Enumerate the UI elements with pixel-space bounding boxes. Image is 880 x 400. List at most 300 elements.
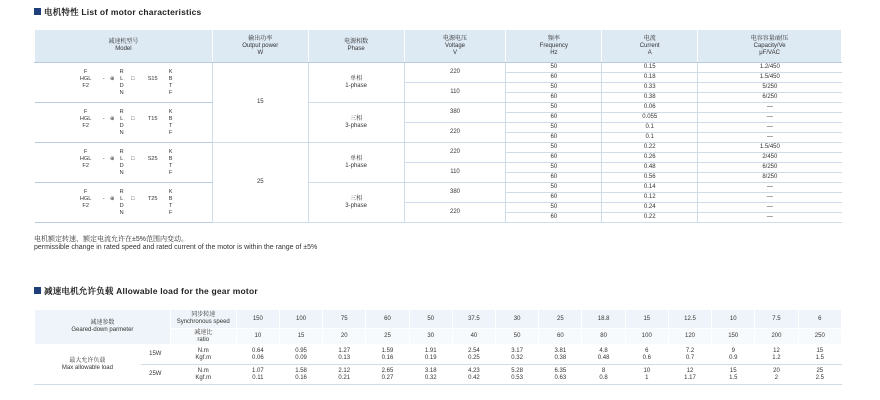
ratio-cell: 50 (496, 329, 539, 345)
model-part (72, 130, 100, 137)
ratio-cell: 60 (539, 329, 582, 345)
load-value-cell (279, 365, 322, 385)
allowable-load-table (34, 309, 842, 385)
sync-label (170, 310, 236, 329)
model-part: - (102, 75, 105, 82)
model-part (100, 163, 108, 170)
capacity-cell: — (698, 103, 842, 113)
column-header (698, 30, 842, 63)
model-part (108, 170, 117, 177)
speed-cell: 6 (798, 310, 841, 329)
model-part (72, 90, 100, 97)
model-part: R (119, 188, 124, 195)
load-kgfm: 0.16 (295, 374, 307, 381)
load-value-cell (582, 365, 625, 385)
max-cn: 最大允许负载 (69, 357, 106, 364)
load-kgfm: 0.6 (642, 354, 651, 361)
column-header (506, 30, 602, 63)
model-part: N (119, 89, 124, 96)
model-part (127, 189, 139, 196)
current-cell: 0.14 (602, 183, 698, 193)
frequency-cell: 60 (506, 173, 602, 183)
header-cn: 电源电压 (442, 35, 467, 42)
capacity-cell: — (698, 113, 842, 123)
header-unit: A (647, 49, 652, 56)
frequency-cell: 50 (506, 203, 602, 213)
capacity-cell: 2/450 (698, 153, 842, 163)
load-kgfm: 0.19 (424, 354, 437, 361)
load-kgfm: 0.32 (511, 354, 523, 361)
load-nm: 15 (816, 348, 824, 354)
model-part (139, 203, 167, 210)
model-part (100, 149, 108, 156)
load-value-cell (409, 365, 452, 385)
model-part: T25 (147, 195, 158, 202)
model-part (100, 203, 108, 210)
model-part: F (83, 68, 88, 75)
load-kgfm: 0.09 (295, 354, 307, 361)
load-value-cell (798, 345, 841, 365)
model-part: □ (130, 195, 135, 202)
voltage-cell: 220 (404, 63, 506, 83)
load-value-cell (712, 365, 755, 385)
model-part: R (119, 148, 124, 155)
load-value-cell (452, 365, 495, 385)
model-part (100, 109, 108, 116)
load-nm: 3.18 (424, 368, 437, 374)
capacity-cell: 6/250 (698, 93, 842, 103)
voltage-cell: 110 (404, 163, 506, 183)
section-title-load: 减速电机允许负载 Allowable load for the gear motor (34, 285, 258, 297)
model-part: F (168, 129, 173, 136)
load-value-cell (539, 365, 582, 385)
ratio-cell: 20 (323, 329, 366, 345)
load-kgfm: 0.25 (468, 354, 480, 361)
unit-cell (170, 365, 236, 385)
model-part (127, 149, 139, 156)
header-en: Voltage (444, 42, 466, 49)
model-part (108, 130, 117, 137)
header-en: Current (639, 42, 660, 49)
load-nm: 1.58 (295, 368, 307, 374)
model-part: L (120, 155, 124, 162)
model-part: - (102, 115, 105, 122)
load-nm: 8 (601, 368, 606, 374)
load-nm: 3.17 (511, 348, 523, 354)
load-kgfm: 0.63 (554, 374, 567, 381)
model-part: □ (130, 155, 135, 162)
load-nm: 2.65 (381, 368, 394, 374)
model-part: B (168, 115, 173, 122)
load-kgfm: 1.5 (729, 374, 738, 381)
table-row (35, 183, 842, 193)
model-part (100, 210, 108, 217)
model-cell (35, 103, 213, 143)
model-part: T15 (147, 115, 158, 122)
model-part (139, 163, 167, 170)
speed-cell: 75 (323, 310, 366, 329)
header-cn: 电源相数 (344, 39, 369, 45)
model-part (108, 149, 117, 156)
table-row (35, 143, 842, 153)
model-cell (35, 143, 213, 183)
speed-cell: 150 (236, 310, 279, 329)
ratio-cell: 150 (712, 329, 755, 345)
speed-cell: 30 (496, 310, 539, 329)
ratio-en: ratio (197, 336, 210, 343)
model-grid (72, 189, 175, 217)
tolerance-note: 电机额定转速、额定电流允许在±5%范围内变动。 permissible change in rated speed and rated current of the motor is within the range of ±5% (34, 236, 318, 251)
model-part: F (168, 169, 173, 176)
header-unit: V (452, 49, 457, 56)
model-part: HGL (79, 115, 92, 122)
load-kgfm: 1.5 (815, 354, 824, 361)
model-part: D (119, 122, 124, 129)
model-part (127, 83, 139, 90)
model-part: S15 (147, 75, 158, 82)
current-cell: 0.33 (602, 83, 698, 93)
header-unit: μF/VAC (759, 49, 780, 56)
speed-cell: 10 (712, 310, 755, 329)
header-cn: 输出功率 (248, 35, 273, 42)
voltage-cell: 220 (404, 123, 506, 143)
speed-cell: 37.5 (452, 310, 495, 329)
load-nm: 10 (643, 368, 651, 374)
load-kgfm: 2 (774, 374, 779, 381)
speed-cell: 50 (409, 310, 452, 329)
model-part (100, 123, 108, 130)
load-nm: 5.28 (511, 368, 523, 374)
load-kgfm: 1 (645, 374, 649, 381)
load-kgfm: 2.5 (815, 374, 824, 381)
model-part: □ (130, 115, 135, 122)
model-part (139, 123, 167, 130)
phase-en: 3-phase (345, 122, 367, 129)
model-part (127, 210, 139, 217)
capacity-cell: — (698, 193, 842, 203)
column-header (308, 30, 404, 63)
model-part (100, 189, 108, 196)
load-value-cell (668, 345, 711, 365)
model-part (108, 109, 117, 116)
phase-cn: 单相 (350, 75, 363, 82)
load-nm: 3.81 (554, 348, 567, 354)
header-cn: 电容容量/耐压 (750, 35, 789, 42)
load-kgfm: 0.13 (338, 354, 351, 361)
model-part: T (168, 122, 173, 129)
ratio-cell: 100 (625, 329, 668, 345)
model-part (100, 90, 108, 97)
load-value-cell (323, 345, 366, 365)
load-nm: 25 (816, 368, 824, 374)
model-part: L (120, 75, 124, 82)
load-kgfm: 0.8 (599, 374, 608, 381)
current-cell: 0.18 (602, 73, 698, 83)
power-cell: 25 (212, 143, 308, 223)
load-value-cell (625, 345, 668, 365)
model-part: K (168, 188, 173, 195)
frequency-cell: 50 (506, 103, 602, 113)
capacity-cell: — (698, 133, 842, 143)
model-part: ⊕ (109, 195, 115, 202)
frequency-cell: 50 (506, 123, 602, 133)
load-nm: 1.07 (251, 368, 264, 374)
load-nm: 20 (773, 368, 780, 374)
phase-cell (308, 183, 404, 223)
model-part (108, 123, 117, 130)
model-part (139, 210, 167, 217)
model-part (108, 90, 117, 97)
model-part (127, 69, 139, 76)
column-header (602, 30, 698, 63)
voltage-cell: 220 (404, 143, 506, 163)
load-value-cell (366, 345, 409, 365)
load-nm: 9 (731, 348, 735, 354)
load-nm: 1.91 (424, 348, 437, 354)
model-part (139, 90, 167, 97)
frequency-cell: 60 (506, 93, 602, 103)
ratio-cell: 200 (755, 329, 798, 345)
capacity-cell: — (698, 203, 842, 213)
current-cell: 0.1 (602, 123, 698, 133)
model-grid (72, 109, 175, 137)
load-value-cell (798, 365, 841, 385)
speed-cell: 7.5 (755, 310, 798, 329)
frequency-cell: 50 (506, 143, 602, 153)
load-nm: 6 (645, 348, 649, 354)
sync-en: Synchronous speed (176, 319, 230, 325)
header-unit: Hz (550, 49, 558, 56)
current-cell: 0.56 (602, 173, 698, 183)
load-value-cell (236, 345, 279, 365)
model-part: T (168, 82, 173, 89)
voltage-cell: 220 (404, 203, 506, 223)
table-row (35, 63, 842, 73)
speed-cell: 12.5 (668, 310, 711, 329)
ratio-cell: 30 (409, 329, 452, 345)
load-value-cell (409, 345, 452, 365)
load-nm: 1.59 (381, 348, 394, 354)
square-bullet-icon (34, 287, 41, 294)
load-kgfm: 0.7 (685, 354, 695, 361)
load-kgfm: 0.38 (554, 354, 567, 361)
load-value-cell (582, 345, 625, 365)
load-kgfm: 1.17 (684, 374, 696, 381)
power-label: 25W (140, 365, 170, 385)
model-part: F (83, 148, 88, 155)
phase-cell (308, 143, 404, 183)
model-part: T (168, 202, 173, 209)
load-nm: 0.95 (295, 348, 307, 354)
load-value-cell (496, 345, 539, 365)
load-value-cell (496, 365, 539, 385)
frequency-cell: 50 (506, 83, 602, 93)
model-part: S25 (147, 155, 158, 162)
current-cell: 0.26 (602, 153, 698, 163)
model-part: F2 (82, 122, 89, 129)
current-cell: 0.15 (602, 63, 698, 73)
load-nm: 6.35 (554, 368, 567, 374)
frequency-cell: 60 (506, 193, 602, 203)
model-part: R (119, 108, 124, 115)
capacity-cell: — (698, 123, 842, 133)
capacity-cell: — (698, 213, 842, 223)
voltage-cell: 380 (404, 103, 506, 123)
speed-cell: 100 (279, 310, 322, 329)
model-part: ⊕ (109, 115, 115, 122)
speed-cell: 18.8 (582, 310, 625, 329)
current-cell: 0.055 (602, 113, 698, 123)
model-part: F (83, 108, 88, 115)
model-part (108, 203, 117, 210)
model-part: R (119, 68, 124, 75)
capacity-cell: 1.5/450 (698, 143, 842, 153)
phase-en: 3-phase (345, 202, 367, 209)
ratio-cell: 25 (366, 329, 409, 345)
load-kgfm: 0.21 (338, 374, 351, 381)
frequency-cell: 60 (506, 153, 602, 163)
model-part (100, 130, 108, 137)
header-cn: 电流 (643, 35, 656, 42)
model-part (139, 69, 167, 76)
model-part: L (120, 115, 124, 122)
model-part: ⊕ (109, 75, 115, 82)
model-part (100, 83, 108, 90)
model-part: F2 (82, 202, 89, 209)
model-part: B (168, 155, 173, 162)
capacity-cell: 1.2/450 (698, 63, 842, 73)
current-cell: 0.24 (602, 203, 698, 213)
current-cell: 0.06 (602, 103, 698, 113)
load-value-cell (323, 365, 366, 385)
model-part: F (168, 209, 173, 216)
load-kgfm: 1.2 (772, 354, 781, 361)
model-part: F (83, 188, 88, 195)
model-part (139, 149, 167, 156)
phase-cell (308, 103, 404, 143)
unit-nm: N.m (197, 368, 209, 374)
model-part (139, 170, 167, 177)
model-part (139, 130, 167, 137)
model-part (127, 109, 139, 116)
voltage-cell: 380 (404, 183, 506, 203)
model-part: D (119, 202, 124, 209)
capacity-cell: 5/250 (698, 83, 842, 93)
unit-cell (170, 345, 236, 365)
model-part: F2 (82, 162, 89, 169)
ratio-cell: 10 (236, 329, 279, 345)
model-part (108, 210, 117, 217)
model-part: D (119, 82, 124, 89)
max-en: Max allowable load (61, 364, 113, 371)
frequency-cell: 60 (506, 113, 602, 123)
unit-nm: N.m (197, 348, 209, 354)
phase-en: 1-phase (345, 82, 367, 89)
motor-characteristics-table (34, 29, 842, 223)
model-part (127, 130, 139, 137)
current-cell: 0.12 (602, 193, 698, 203)
load-value-cell (279, 345, 322, 365)
model-part (108, 69, 117, 76)
model-part (100, 170, 108, 177)
ratio-cell: 15 (279, 329, 322, 345)
load-nm: 4.23 (468, 368, 480, 374)
model-part: □ (130, 75, 135, 82)
model-part: K (168, 148, 173, 155)
model-part (127, 90, 139, 97)
model-part: HGL (79, 155, 92, 162)
model-part: HGL (79, 75, 92, 82)
current-cell: 0.1 (602, 133, 698, 143)
model-part: K (168, 108, 173, 115)
model-part: ⊕ (109, 155, 115, 162)
section-title-motor: 电机特性 List of motor characteristics (34, 6, 202, 18)
load-row (35, 365, 842, 385)
model-part: F (168, 89, 173, 96)
header-en: Capacity/Ve (753, 42, 786, 49)
capacity-cell: — (698, 183, 842, 193)
param-cn: 减速参数 (90, 320, 115, 326)
param-cell (35, 310, 171, 345)
frequency-cell: 50 (506, 183, 602, 193)
load-value-cell (755, 365, 798, 385)
current-cell: 0.48 (602, 163, 698, 173)
header-en: Output power (242, 42, 279, 49)
model-part: F2 (82, 82, 89, 89)
model-grid (72, 149, 175, 177)
load-nm: 0.64 (251, 348, 264, 354)
model-part (127, 163, 139, 170)
header-cn: 频率 (547, 35, 560, 42)
capacity-cell: 8/250 (698, 173, 842, 183)
model-cell (35, 63, 213, 103)
model-part (127, 123, 139, 130)
model-part: T (168, 162, 173, 169)
model-part: N (119, 209, 124, 216)
current-cell: 0.38 (602, 93, 698, 103)
column-header (35, 30, 213, 63)
frequency-cell: 60 (506, 73, 602, 83)
model-part (108, 83, 117, 90)
phase-en: 1-phase (345, 162, 367, 169)
load-value-cell (452, 345, 495, 365)
load-row (35, 345, 842, 365)
model-cell (35, 183, 213, 223)
capacity-cell: 1.5/450 (698, 73, 842, 83)
ratio-cell: 250 (798, 329, 841, 345)
model-part (108, 163, 117, 170)
capacity-cell: 6/250 (698, 163, 842, 173)
model-part (72, 170, 100, 177)
load-kgfm: 0.9 (729, 354, 738, 361)
unit-kgfm: Kgf.m (195, 374, 212, 381)
load-kgfm: 0.16 (381, 354, 394, 361)
speed-cell: 60 (366, 310, 409, 329)
load-kgfm: 0.42 (468, 374, 480, 381)
load-kgfm: 0.06 (251, 354, 264, 361)
model-part: D (119, 162, 124, 169)
table-row (35, 103, 842, 113)
frequency-cell: 60 (506, 133, 602, 143)
ratio-label (170, 329, 236, 345)
model-part (139, 189, 167, 196)
load-kgfm: 0.27 (381, 374, 394, 381)
model-part (72, 210, 100, 217)
load-kgfm: 0.53 (511, 374, 523, 381)
ratio-cn: 减速比 (194, 329, 213, 336)
load-kgfm: 0.48 (597, 354, 610, 361)
model-part (127, 203, 139, 210)
